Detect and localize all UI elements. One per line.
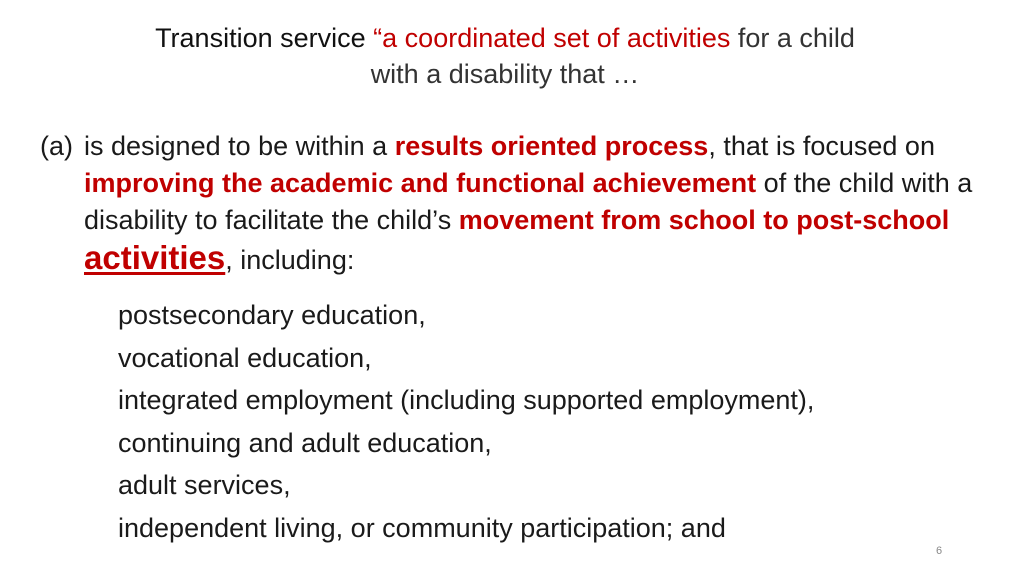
item-emphasis-2: improving the academic and functional achievement — [84, 168, 757, 198]
list-item: integrated employment (including supported employment), — [118, 385, 815, 415]
item-text-1: is designed to be within a — [84, 131, 395, 161]
item-marker: (a) — [40, 131, 73, 161]
title-emphasis: a coordinated set of activities — [382, 23, 731, 53]
item-emphasis-3: movement from school to post-school — [458, 205, 950, 235]
definition-body — [40, 128, 1000, 279]
list-item: independent living, or community participation; and — [118, 512, 726, 543]
title-part3: for a child — [737, 23, 855, 53]
activities-list — [118, 294, 998, 549]
item-text-4: , including: — [225, 245, 355, 275]
list-item: continuing and adult education, — [118, 427, 492, 458]
list-item: postsecondary education, — [118, 300, 426, 330]
title-quote: “ — [373, 23, 383, 53]
item-emphasis-4: activities — [84, 239, 226, 276]
item-emphasis-1: results oriented process — [394, 131, 709, 161]
item-text-3: of the child with a disability to facilitate the child’s — [84, 168, 973, 235]
item-text-2: , that is focused on — [708, 131, 935, 161]
list-item: adult services, — [118, 470, 291, 500]
definition-item-a — [40, 128, 1000, 279]
page-number: 6 — [936, 545, 943, 557]
slide-title — [90, 20, 920, 92]
list-item: vocational education, — [118, 342, 372, 373]
title-line2: with a disability that … — [370, 59, 640, 89]
item-text — [84, 128, 1000, 279]
title-part1: Transition service — [155, 23, 366, 53]
